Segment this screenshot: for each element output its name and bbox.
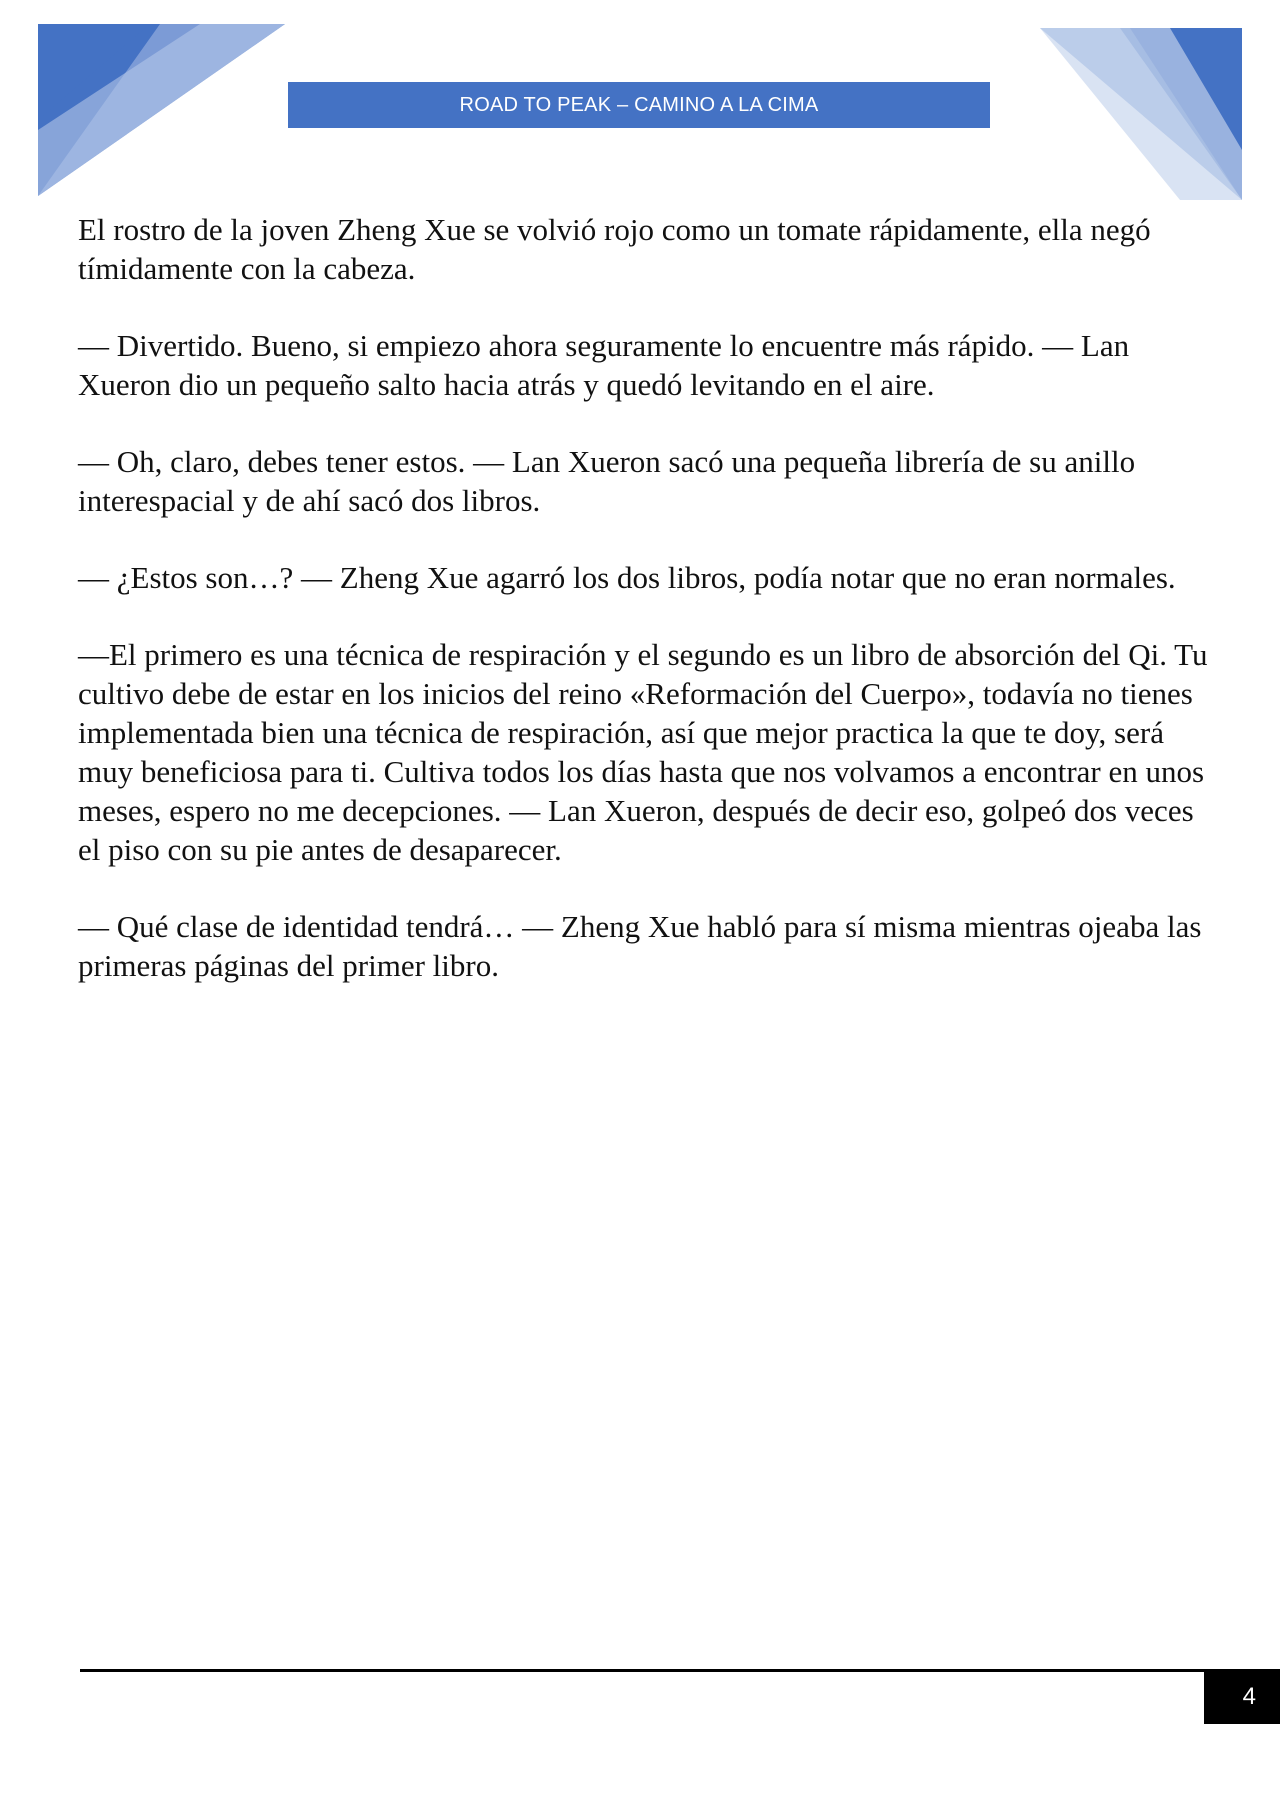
header-title-bar — [288, 82, 990, 128]
page-number-box — [1204, 1669, 1280, 1724]
paragraph: — Qué clase de identidad tendrá… — Zheng Xue habló para sí misma mientras ojeaba las primeras páginas del primer libro. — [78, 909, 1202, 983]
paragraph: — Divertido. Bueno, si empiezo ahora seguramente lo encuentre más rápido. — Lan Xueron dio un pequeño salto hacia atrás y quedó levitando en el aire. — [78, 328, 1130, 402]
header-title: ROAD TO PEAK – CAMINO A LA CIMA — [459, 93, 819, 116]
paragraph: — Oh, claro, debes tener estos. — Lan Xueron sacó una pequeña librería de su anillo interespacial y de ahí sacó dos libros. — [78, 444, 1136, 518]
page-number: 4 — [1242, 1682, 1256, 1710]
paragraph: El rostro de la joven Zheng Xue se volvió rojo como un tomate rápidamente, ella negó tímidamente con la cabeza. — [78, 212, 1151, 286]
paragraph: —El primero es una técnica de respiración y el segundo es un libro de absorción del Qi. Tu cultivo debe de estar en los inicios del reino «Reformación del Cuerpo», todavía no tienes implementada bien una técnica de respiración, así que mejor practica la que te doy, será muy beneficiosa para ti. Cultiva todos los días hasta que nos volvamos a encontrar en unos meses, espero no me decepciones. — Lan Xueron, después de decir eso, golpeó dos veces el piso con su pie antes de desaparecer. — [78, 637, 1208, 867]
document-body — [78, 210, 1208, 1023]
corner-decoration-left — [0, 0, 300, 205]
paragraph: — ¿Estos son…? — Zheng Xue agarró los dos libros, podía notar que no eran normales. — [78, 560, 1176, 595]
footer-rule — [80, 1669, 1204, 1672]
corner-decoration-right — [980, 0, 1280, 205]
